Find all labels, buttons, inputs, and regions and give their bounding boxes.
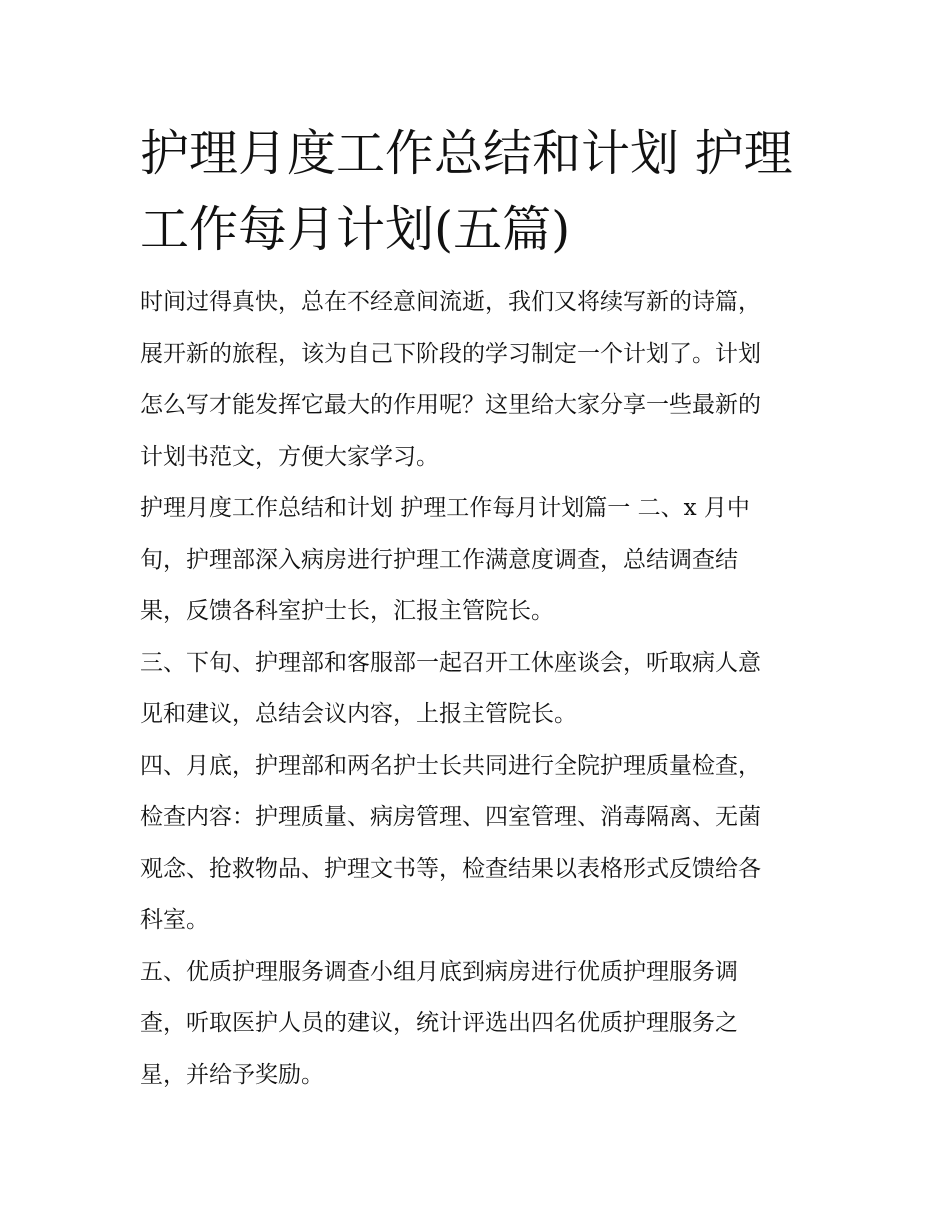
document-title: 护理月度工作总结和计划 护理 工作每月计划(五篇) (140, 125, 793, 258)
paragraph-item-4: 四、月底，护理部和两名护士长共同进行全院护理质量检查， 检查内容：护理质量、病房管理、四室管理、消毒隔离、无菌 观念、抢救物品、护理文书等，检查结果以表格形式反馈给各 科室。 (140, 752, 761, 933)
paragraph-item-5: 五、优质护理服务调查小组月底到病房进行优质护理服务调 查，听取医护人员的建议，统计评选出四名优质护理服务之 星，并给予奖励。 (140, 958, 738, 1088)
document-body (140, 116, 812, 1101)
paragraph-intro: 时间过得真快，总在不经意间流逝，我们又将续写新的诗篇， 展开新的旅程，该为自己下阶段的学习制定一个计划了。计划 怎么写才能发挥它最大的作用呢？这里给大家分享一些最新的 计划书范文，方便大家学习。 (140, 289, 761, 470)
paragraph-item-2: 护理月度工作总结和计划 护理工作每月计划篇一 二、x 月中 旬，护理部深入病房进行护理工作满意度调查，总结调查结 果，反馈各科室护士长，汇报主管院长。 (140, 495, 750, 624)
paragraph-item-3: 三、下旬、护理部和客服部一起召开工休座谈会，听取病人意 见和建议，总结会议内容，上报主管院长。 (140, 649, 761, 727)
